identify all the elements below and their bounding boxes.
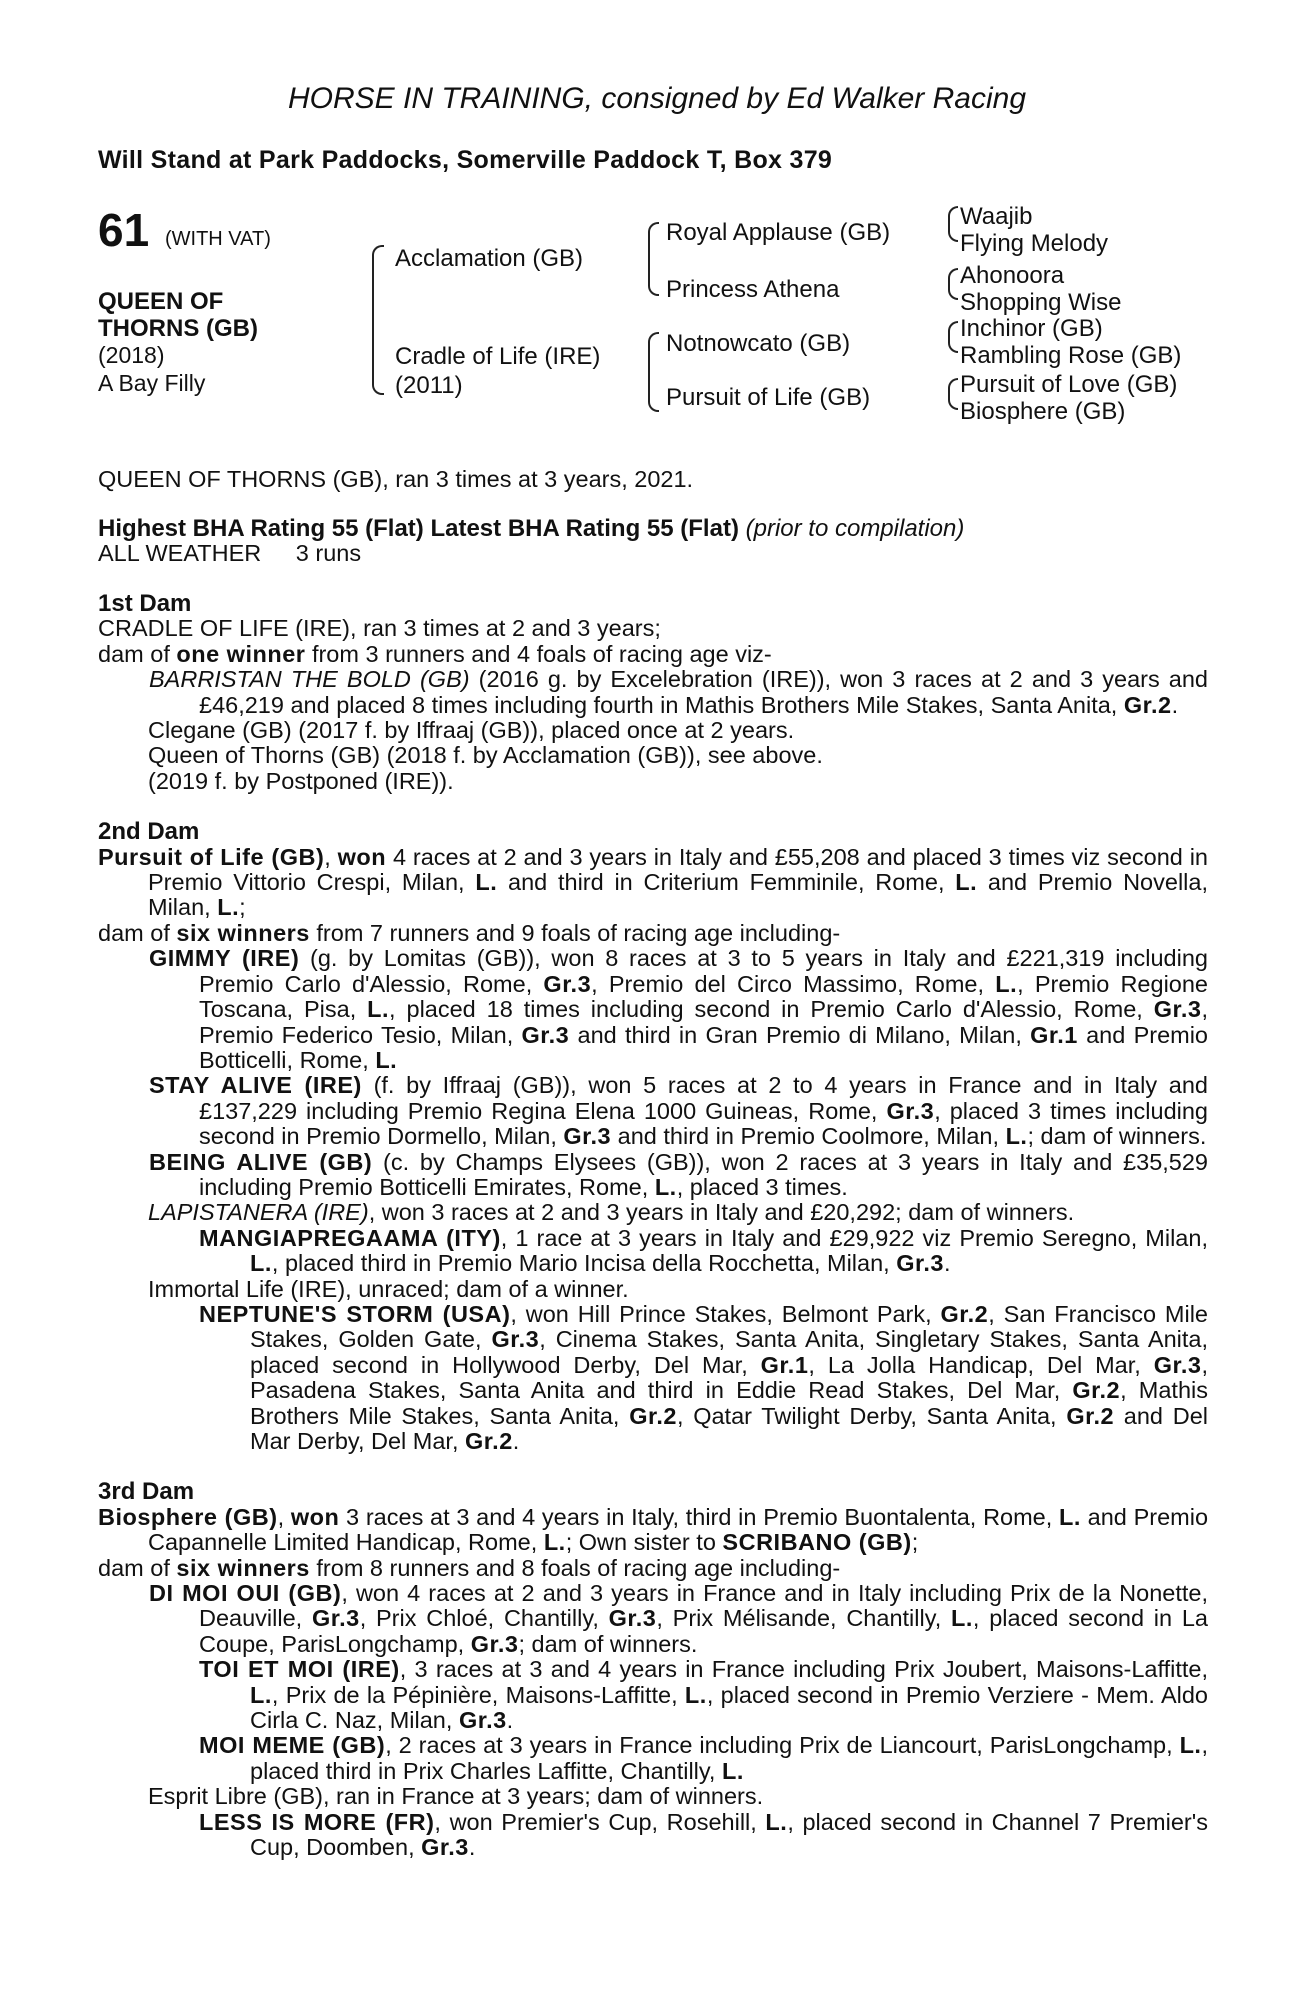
first-dam-heading: 1st Dam	[98, 590, 192, 617]
lot-number: 61	[98, 204, 150, 256]
second-dam-produce-summary: dam of six winners from 7 runners and 9 foals of racing age including-	[98, 919, 841, 946]
second-dam-heading: 2nd Dam	[98, 818, 200, 846]
produce-item: NEPTUNE'S STORM (USA), won Hill Prince Stakes, Belmont Park, Gr.2, San Francisco Mile Stakes, Golden Gate, Gr.3, Cinema Stakes, Santa Anita, Singletary Stakes, Santa Anita, placed second in Hollywood Derby, Del Mar, Gr.1, La Jolla Handicap, Del Mar, Gr.3, Pasadena Stakes, Santa Anita and third in Eddie Read Stakes, Del Mar, Gr.2, Mathis Brothers Mile Stakes, Santa Anita, Gr.2, Qatar Twilight Derby, Santa Anita, Gr.2 and Del Mar Derby, Del Mar, Gr.2.	[199, 1300, 1209, 1454]
produce-item: MOI MEME (GB), 2 races at 3 years in France including Prix de Liancourt, ParisLongchamp, L., placed third in Prix Charles Laffitte, Chantilly, L.	[199, 1732, 1208, 1784]
surface-runs	[98, 540, 361, 567]
vat-note: (WITH VAT)	[165, 228, 271, 250]
brace-g1-bottom	[948, 222, 958, 242]
produce-item: LAPISTANERA (IRE), won 3 races at 2 and 3 years in Italy and £20,292; dam of winners.	[148, 1199, 1075, 1226]
produce-item: (2019 f. by Postponed (IRE)).	[148, 767, 454, 794]
produce-item: Immortal Life (IRE), unraced; dam of a winner.	[148, 1275, 629, 1302]
produce-item: BARRISTAN THE BOLD (GB) (2016 g. by Excelebration (IRE)), won 3 races at 2 and 3 years and £46,219 and placed 8 times including fourth in Mathis Brothers Mile Stakes, Santa Anita, Gr.2.	[149, 666, 1208, 718]
produce-item: STAY ALIVE (IRE) (f. by Iffraaj (GB)), won 5 races at 2 to 4 years in France and in Italy and £137,229 including Premio Regina Elena 1000 Guineas, Rome, Gr.3, placed 3 times including second in Premio Dormello, Milan, Gr.3 and third in Premio Coolmore, Milan, L.; dam of winners.	[149, 1072, 1208, 1150]
produce-item: MANGIAPREGAAMA (ITY), 1 race at 3 years in Italy and £29,922 viz Premio Seregno, Milan, L., placed third in Premio Mario Incisa della Rocchetta, Milan, Gr.3.	[199, 1224, 1208, 1277]
third-dam-record: Biosphere (GB), won 3 races at 3 and 4 years in Italy, third in Premio Buontalenta, Rome, L. and Premio Capannelle Limited Handicap, Rome, L.; Own sister to SCRIBANO (GB);	[98, 1503, 1209, 1556]
horse-name-line2: THORNS (GB)	[98, 315, 258, 342]
produce-item: Queen of Thorns (GB) (2018 f. by Acclamation (GB)), see above.	[148, 742, 823, 769]
produce-item: Clegane (GB) (2017 f. by Iffraaj (GB)), placed once at 2 years.	[148, 717, 795, 744]
pedigree-g2: Flying Melody	[960, 230, 1109, 257]
brace-sire-bottom	[648, 262, 659, 296]
produce-item: TOI ET MOI (IRE), 3 races at 3 and 4 years in France including Prix Joubert, Maisons-Laffitte, L., Prix de la Pépinière, Maisons-Laffitte, L., placed second in Premio Verziere - Mem. Aldo Cirla C. Naz, Milan, Gr.3.	[199, 1656, 1209, 1734]
pedigree-dam: Cradle of Life (IRE)	[395, 343, 601, 370]
brace-g4-bottom	[948, 392, 958, 410]
pedigree-sire-sire: Royal Applause (GB)	[666, 219, 891, 246]
brace-dam-bottom	[648, 374, 659, 412]
brace-g3-bottom	[948, 335, 958, 353]
brace-g2-bottom	[948, 282, 958, 300]
third-dam-heading: 3rd Dam	[98, 1478, 195, 1506]
pedigree-g4: Shopping Wise	[960, 289, 1122, 316]
first-dam-produce-summary: dam of one winner from 3 runners and 4 foals of racing age viz-	[98, 640, 772, 667]
stand-location: Will Stand at Park Paddocks, Somerville Paddock T, Box 379	[98, 146, 833, 174]
pedigree-g5: Inchinor (GB)	[960, 315, 1103, 342]
pedigree-g8: Biosphere (GB)	[960, 398, 1126, 425]
brace-dam-top	[648, 332, 659, 376]
surface-label: ALL WEATHER	[98, 540, 262, 566]
brace-gen1-bottom	[372, 315, 384, 395]
produce-item: GIMMY (IRE) (g. by Lomitas (GB)), won 8 races at 3 to 5 years in Italy and £221,319 including Premio Carlo d'Alessio, Rome, Gr.3, Premio del Circo Massimo, Rome, L., Premio Regione Toscana, Pisa, L., placed 18 times including second in Premio Carlo d'Alessio, Rome, Gr.3, Premio Federico Tesio, Milan, Gr.3 and third in Gran Premio di Milano, Milan, Gr.1 and Premio Botticelli, Rome, L.	[149, 945, 1209, 1073]
bha-rating-values: Highest BHA Rating 55 (Flat) Latest BHA Rating 55 (Flat)	[98, 515, 739, 542]
surface-runs-count: 3 runs	[295, 540, 362, 566]
third-dam-produce-summary: dam of six winners from 8 runners and 8 foals of racing age including-	[98, 1554, 841, 1581]
pedigree-dam-dam: Pursuit of Life (GB)	[666, 384, 871, 411]
produce-item: Esprit Libre (GB), ran in France at 3 years; dam of winners.	[148, 1783, 764, 1810]
consignor-heading: HORSE IN TRAINING, consigned by Ed Walker Racing	[287, 82, 1027, 115]
pedigree-sire: Acclamation (GB)	[395, 245, 584, 272]
brace-sire-top	[648, 222, 659, 264]
horse-description: A Bay Filly	[98, 370, 206, 396]
pedigree-dam-year: (2011)	[395, 372, 463, 399]
horse-name	[98, 288, 258, 342]
horse-name-line1: QUEEN OF	[98, 288, 224, 315]
pedigree-dam-sire: Notnowcato (GB)	[666, 330, 851, 357]
horse-year: (2018)	[98, 342, 165, 368]
second-dam-record: Pursuit of Life (GB), won 4 races at 2 and 3 years in Italy and £55,208 and placed 3 times viz second in Premio Vittorio Crespi, Milan, L. and third in Criterium Femminile, Rome, L. and Premio Novella, Milan, L.;	[98, 843, 1208, 921]
pedigree-g6: Rambling Rose (GB)	[960, 342, 1182, 369]
pedigree-sire-dam: Princess Athena	[666, 276, 840, 303]
produce-item: LESS IS MORE (FR), won Premier's Cup, Rosehill, L., placed second in Channel 7 Premier's Cup, Doomben, Gr.3.	[199, 1808, 1208, 1861]
produce-item: DI MOI OUI (GB), won 4 races at 2 and 3 years in France and in Italy including Prix de la Nonette, Deauville, Gr.3, Prix Chloé, Chantilly, Gr.3, Prix Mélisande, Chantilly, L., placed second in La Coupe, ParisLongchamp, Gr.3; dam of winners.	[149, 1580, 1209, 1657]
race-record: QUEEN OF THORNS (GB), ran 3 times at 3 years, 2021.	[98, 466, 694, 492]
pedigree-g1: Waajib	[960, 203, 1033, 230]
brace-gen1-top	[372, 245, 384, 317]
pedigree-g7: Pursuit of Love (GB)	[960, 371, 1178, 398]
bha-rating	[98, 515, 964, 543]
first-dam-record: CRADLE OF LIFE (IRE), ran 3 times at 2 and 3 years;	[98, 615, 661, 642]
bha-rating-note: (prior to compilation)	[745, 515, 965, 542]
pedigree-g3: Ahonoora	[960, 262, 1065, 289]
produce-item: BEING ALIVE (GB) (c. by Champs Elysees (GB)), won 2 races at 3 years in Italy and £35,529 including Premio Botticelli Emirates, Rome, L., placed 3 times.	[149, 1148, 1208, 1200]
family-section	[98, 591, 1208, 1861]
